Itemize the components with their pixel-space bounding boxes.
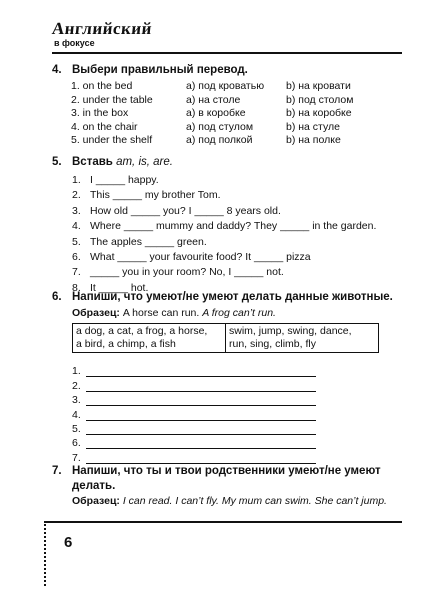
answer-blank[interactable] (86, 438, 316, 449)
task-5-words: am, is, are. (116, 156, 173, 168)
item-number: 8. (72, 281, 81, 294)
answer-line[interactable] (72, 435, 316, 449)
option-b: b) на стуле (286, 120, 340, 133)
item-number: 6. (72, 250, 81, 263)
dotted-margin (44, 524, 46, 586)
line-number: 5. (72, 422, 81, 435)
task-4-number: 4. (52, 64, 62, 76)
item-text: This _____ my brother Tom. (90, 189, 221, 202)
task-4-heading (52, 63, 412, 78)
item-number: 4. (72, 220, 81, 233)
item-number: 1. (72, 174, 81, 186)
phrase: 5. under the shelf (71, 134, 153, 146)
logo-subtitle: в фокусе (54, 38, 95, 48)
list-item (72, 265, 376, 280)
option-a: a) на столе (186, 93, 241, 106)
task-6-number: 6. (52, 291, 62, 303)
answer-line[interactable] (72, 392, 316, 406)
line-number: 3. (72, 394, 81, 407)
verbs-line: run, sing, climb, fly (229, 338, 316, 350)
answer-blank[interactable] (86, 366, 316, 377)
footer-divider (44, 521, 402, 523)
task-7-sample (72, 494, 402, 508)
task-4-row (71, 121, 396, 135)
book-logo (52, 20, 152, 48)
logo-title: Английский (51, 19, 154, 38)
answer-line[interactable] (72, 363, 316, 377)
item-text: I _____ happy. (90, 174, 159, 186)
task-7-number: 7. (52, 465, 62, 477)
line-number: 7. (72, 451, 81, 464)
answer-line[interactable] (72, 421, 316, 435)
header-divider (52, 52, 402, 54)
answer-blank[interactable] (86, 453, 316, 464)
phrase: 1. on the bed (71, 80, 133, 92)
verbs-line: swim, jump, swing, dance, (229, 325, 352, 337)
task-6-title: Напиши, что умеют/не умеют делать данные животные. (72, 291, 393, 303)
task-4-row (71, 134, 396, 148)
answer-line[interactable] (72, 406, 316, 420)
option-a: a) под стулом (186, 120, 254, 133)
option-b: b) на полке (286, 134, 341, 146)
page-number: 6 (64, 534, 73, 551)
task-5-number: 5. (52, 156, 62, 168)
verbs-cell (226, 324, 379, 353)
task-4-options (71, 80, 396, 148)
answer-blank[interactable] (86, 395, 316, 406)
phrase: 4. on the chair (71, 120, 138, 133)
item-text: How old _____ you? I _____ 8 years old. (90, 204, 281, 217)
sample-plain: A horse can run. (122, 307, 200, 319)
task-6-heading (52, 290, 412, 305)
task-4-row (71, 94, 396, 108)
sample-italic: A frog can’t run. (202, 307, 276, 319)
option-a: a) под кроватью (186, 80, 265, 92)
item-number: 2. (72, 189, 81, 202)
option-b: b) на коробке (286, 107, 352, 119)
answer-line[interactable] (72, 377, 316, 391)
option-a: a) под полкой (186, 134, 253, 146)
item-text: It _____ hot. (90, 281, 149, 294)
item-text: _____ you in your room? No, I _____ not. (90, 266, 284, 279)
task-5-heading (52, 155, 412, 170)
animals-line: a bird, a chimp, a fish (76, 338, 176, 350)
answer-lines (72, 363, 316, 464)
answer-blank[interactable] (86, 381, 316, 392)
list-item (72, 204, 376, 219)
item-text: What _____ your favourite food? It _____ pizza (90, 250, 311, 263)
item-number: 7. (72, 266, 81, 279)
animals-line: a dog, a cat, a frog, a horse, (76, 325, 208, 337)
word-box-table (72, 323, 379, 353)
sample-label: Образец: (72, 307, 120, 319)
line-number: 2. (72, 379, 81, 392)
sample-label: Образец: (72, 495, 120, 507)
item-number: 3. (72, 204, 81, 217)
answer-line[interactable] (72, 449, 316, 463)
list-item (72, 235, 376, 250)
phrase: 3. in the box (71, 107, 129, 119)
item-text: Where _____ mummy and daddy? They _____ in the garden. (90, 220, 377, 233)
option-b: b) под столом (286, 93, 354, 106)
line-number: 6. (72, 437, 81, 450)
line-number: 4. (72, 408, 81, 421)
option-a: a) в коробке (186, 107, 246, 119)
task-5-title: Вставь (72, 156, 113, 168)
task-5-items (72, 173, 376, 296)
list-item (72, 188, 376, 203)
item-text: The apples _____ green. (90, 235, 207, 248)
item-number: 5. (72, 235, 81, 248)
option-b: b) на кровати (286, 80, 351, 92)
list-item (72, 250, 376, 265)
task-7-title: Напиши, что ты и твои родственники умеют/не умеют делать. (72, 465, 381, 492)
list-item (72, 219, 376, 234)
line-number: 1. (72, 365, 81, 378)
answer-blank[interactable] (86, 424, 316, 435)
task-4-row (71, 80, 396, 94)
task-4-title: Выбери правильный перевод. (72, 64, 248, 76)
task-7-heading (52, 464, 412, 494)
answer-blank[interactable] (86, 410, 316, 421)
phrase: 2. under the table (71, 93, 153, 106)
task-6-sample (72, 306, 276, 320)
list-item (72, 173, 376, 188)
sample-text: I can read. I can’t fly. My mum can swim. She can’t jump. (122, 495, 387, 507)
task-4-row (71, 107, 396, 121)
animals-cell (73, 324, 226, 353)
